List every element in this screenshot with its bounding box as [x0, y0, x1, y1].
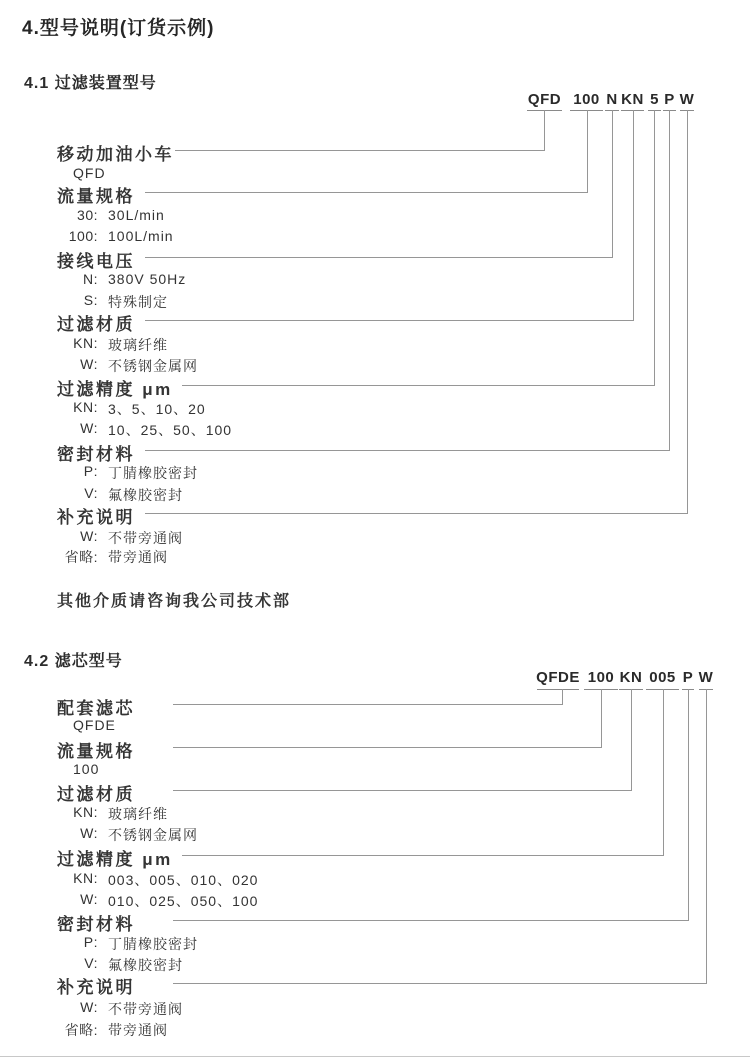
connector-hline: [173, 747, 602, 748]
option-value: 3、5、10、20: [108, 401, 206, 417]
connector-vline: [688, 689, 689, 920]
option-value: 带旁通阀: [108, 1022, 168, 1038]
page-title: 4.型号说明(订货示例): [22, 18, 215, 39]
option-value: 不锈钢金属网: [108, 827, 198, 843]
field-label: 密封材料: [57, 445, 135, 464]
code-segment: P: [682, 669, 694, 686]
code-underline: [537, 689, 579, 690]
option-key: KN:: [73, 870, 98, 886]
connector-hline: [173, 704, 563, 705]
code-segment: KN: [619, 669, 643, 686]
connector-hline: [145, 450, 670, 451]
option-value: 10、25、50、100: [108, 422, 233, 438]
field-label: 补充说明: [57, 978, 135, 997]
connector-vline: [631, 689, 632, 790]
option-key: V:: [84, 955, 98, 971]
section-heading-1: 4.1 过滤装置型号: [24, 75, 157, 92]
option-key: W:: [80, 825, 98, 841]
option-key: N:: [83, 271, 98, 287]
option-key: 30:: [77, 207, 98, 223]
field-label: 过滤精度 μm: [57, 850, 173, 869]
field-label: 过滤材质: [57, 785, 135, 804]
connector-hline: [173, 920, 689, 921]
connector-vline: [654, 110, 655, 385]
option-value: 010、025、050、100: [108, 893, 259, 909]
option-value: 不带旁通阀: [108, 530, 183, 546]
option-value: 不带旁通阀: [108, 1001, 183, 1017]
connector-vline: [687, 110, 688, 513]
option-value: 氟橡胶密封: [108, 487, 183, 503]
option-value: 玻璃纤维: [108, 806, 168, 822]
code-segment: N: [606, 91, 618, 108]
connector-hline: [145, 320, 634, 321]
option-value: 丁腈橡胶密封: [108, 936, 198, 952]
section-heading-2: 4.2 滤芯型号: [24, 653, 123, 670]
code-segment: P: [664, 91, 675, 108]
code-segment: QFD: [527, 91, 562, 108]
option-value: 氟橡胶密封: [108, 957, 183, 973]
connector-vline: [601, 689, 602, 747]
option-value: 丁腈橡胶密封: [108, 465, 198, 481]
connector-vline: [663, 689, 664, 855]
field-label: 流量规格: [57, 187, 135, 206]
code-segment: W: [679, 91, 695, 108]
option-key: S:: [83, 292, 98, 308]
code-segment: 100: [587, 669, 615, 686]
field-label: 密封材料: [57, 915, 135, 934]
option-value: 30L/min: [108, 207, 165, 223]
field-label: 流量规格: [57, 742, 135, 761]
page-bottom-rule: [0, 1056, 750, 1057]
option-value: 特殊制定: [108, 294, 168, 310]
option-value: QFDE: [73, 717, 116, 733]
option-value: 003、005、010、020: [108, 872, 259, 888]
field-label: 移动加油小车: [57, 145, 174, 164]
option-key: 100:: [68, 228, 98, 244]
option-key: 省略:: [64, 1022, 98, 1038]
connector-hline: [173, 983, 707, 984]
field-label: 过滤精度 μm: [57, 380, 173, 399]
option-key: KN:: [73, 804, 98, 820]
option-key: V:: [84, 485, 98, 501]
field-label: 补充说明: [57, 508, 135, 527]
code-segment: QFDE: [536, 669, 580, 686]
field-label: 过滤材质: [57, 315, 135, 334]
connector-hline: [145, 257, 613, 258]
connector-hline: [182, 855, 664, 856]
option-key: W:: [80, 999, 98, 1015]
connector-hline: [175, 150, 545, 151]
code-segment: 100: [573, 91, 600, 108]
connector-vline: [612, 110, 613, 257]
other-media-note: 其他介质请咨询我公司技术部: [57, 593, 292, 610]
connector-vline: [669, 110, 670, 450]
option-value: 带旁通阀: [108, 549, 168, 565]
code-segment: 5: [650, 91, 659, 108]
option-key: P:: [83, 934, 98, 950]
option-key: W:: [80, 528, 98, 544]
option-key: KN:: [73, 399, 98, 415]
option-key: 省略:: [64, 549, 98, 565]
connector-hline: [182, 385, 655, 386]
option-key: W:: [80, 891, 98, 907]
connector-vline: [633, 110, 634, 320]
model-code-diagram-2: [0, 620, 750, 1050]
connector-hline: [145, 513, 688, 514]
connector-vline: [706, 689, 707, 983]
connector-vline: [544, 110, 545, 150]
field-label: 配套滤芯: [57, 699, 135, 718]
connector-vline: [562, 689, 563, 704]
connector-hline: [173, 790, 632, 791]
option-value: QFD: [73, 165, 106, 181]
option-key: W:: [80, 420, 98, 436]
code-segment: 005: [649, 669, 676, 686]
option-value: 380V 50Hz: [108, 271, 187, 287]
option-key: W:: [80, 356, 98, 372]
option-key: P:: [83, 463, 98, 479]
option-value: 100: [73, 761, 100, 777]
option-value: 100L/min: [108, 228, 174, 244]
option-value: 不锈钢金属网: [108, 358, 198, 374]
code-segment: KN: [621, 91, 644, 108]
field-label: 接线电压: [57, 252, 135, 271]
connector-vline: [587, 110, 588, 192]
code-segment: W: [698, 669, 714, 686]
option-value: 玻璃纤维: [108, 337, 168, 353]
connector-hline: [145, 192, 588, 193]
option-key: KN:: [73, 335, 98, 351]
